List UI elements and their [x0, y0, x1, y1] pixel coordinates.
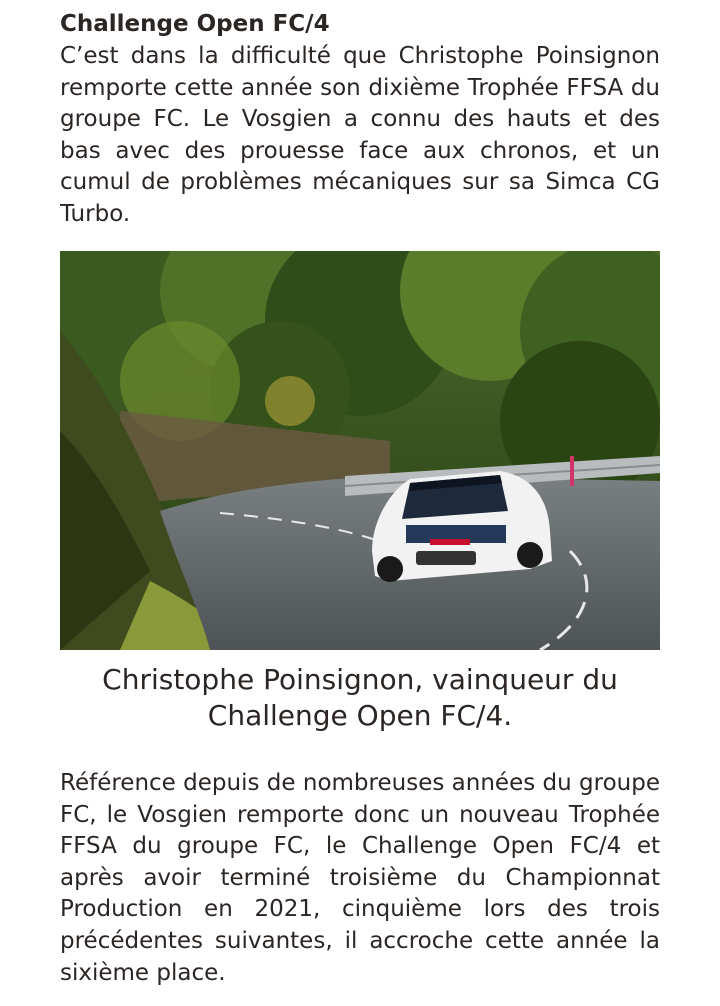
race-car-photo	[60, 251, 660, 650]
photo-illustration	[60, 251, 660, 650]
article-heading: Challenge Open FC/4	[60, 11, 330, 37]
body-paragraph: Référence depuis de nombreuses années du groupe FC, le Vosgien remporte donc un nouveau Trophée FFSA du groupe FC, le Challenge Open FC/4 et après avoir terminé troisième du Championnat Production en 2021, cinquième lors des trois précédentes suivantes, il accroche cette année la sixième place.	[60, 770, 660, 986]
intro-paragraph: C’est dans la difficulté que Christophe Poinsignon remporte cette année son dixième Trophée FFSA du groupe FC. Le Vosgien a connu des hauts et des bas avec des prouesse face aux chronos, et un cumul de problèmes mécaniques sur sa Simca CG Turbo.	[60, 43, 660, 227]
photo-caption: Christophe Poinsignon, vainqueur du Challenge Open FC/4.	[102, 663, 618, 732]
